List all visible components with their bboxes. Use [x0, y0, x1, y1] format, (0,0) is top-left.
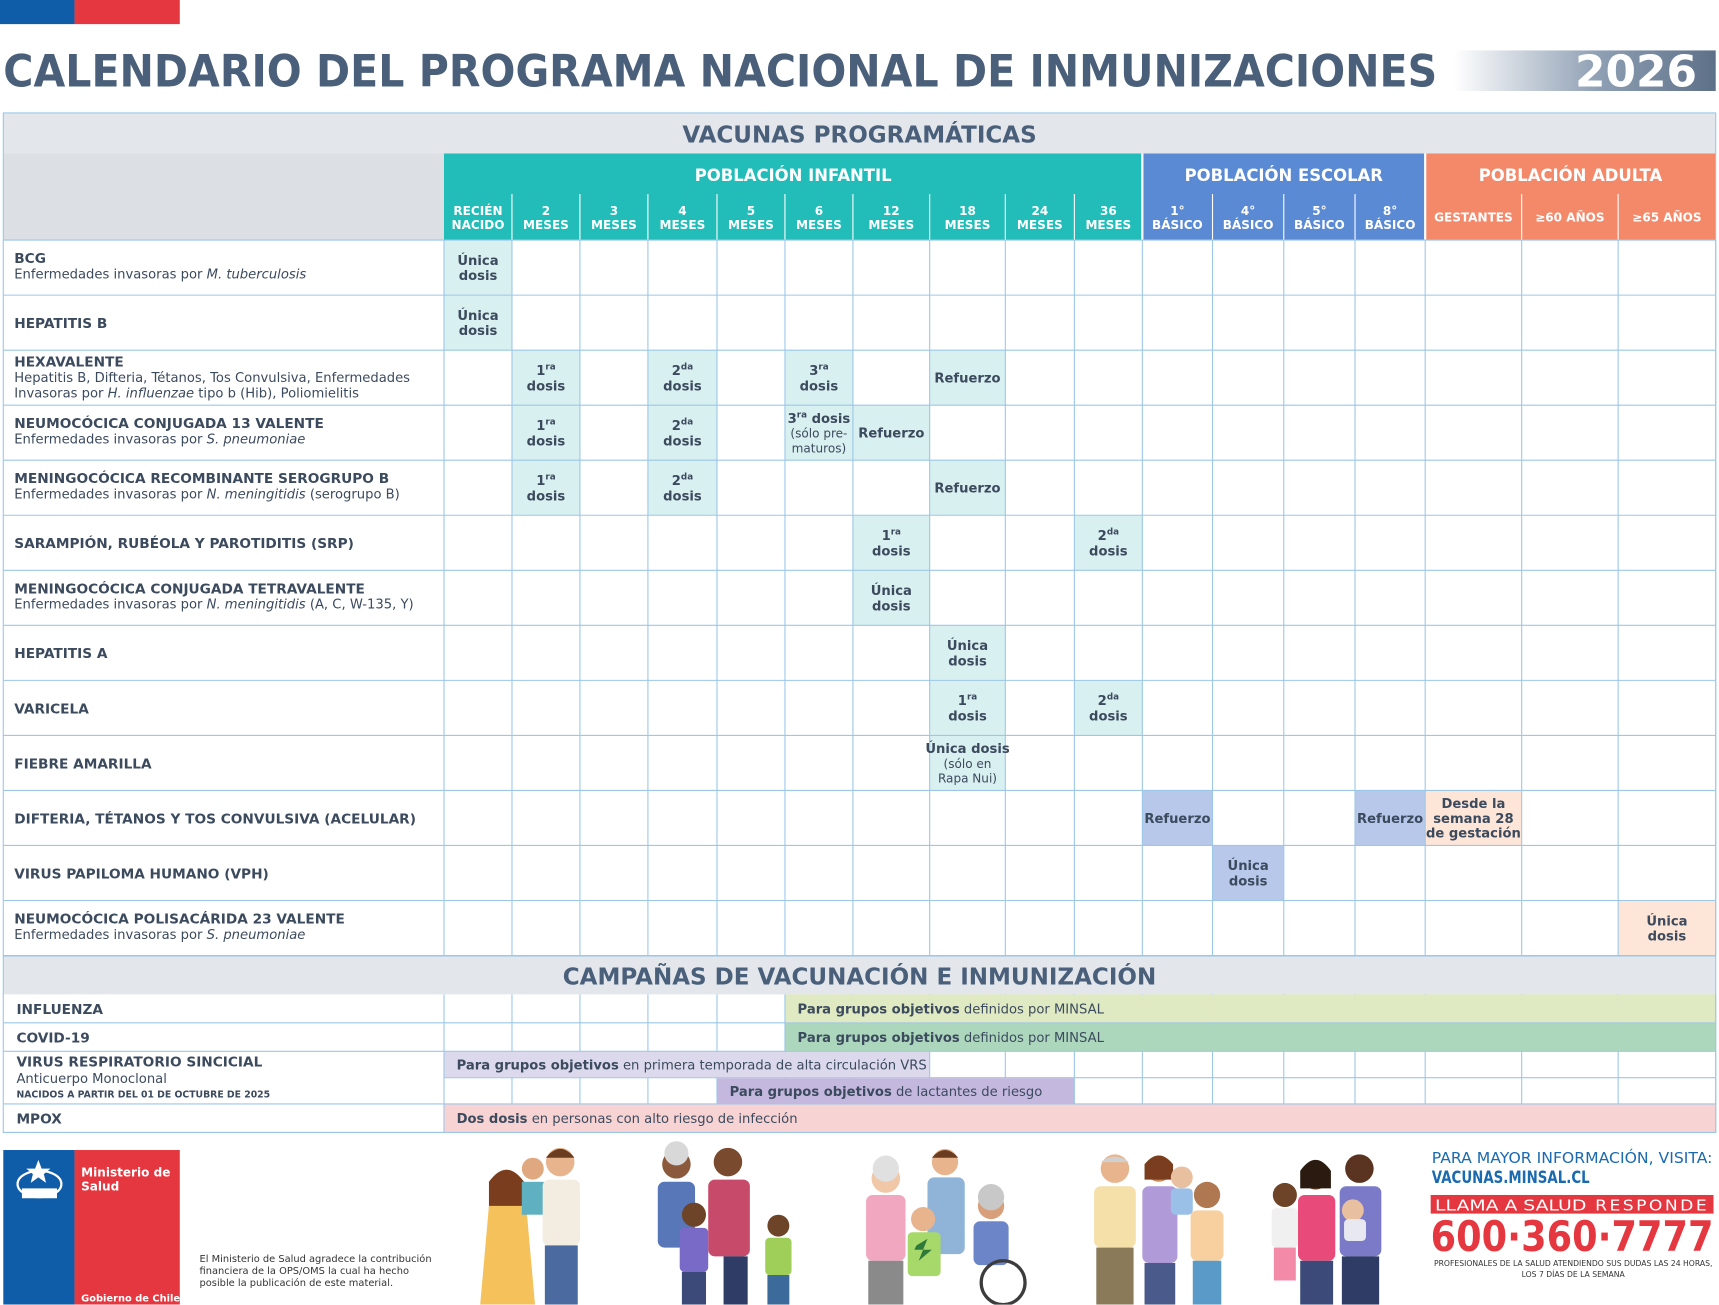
dose-label: dosis: [526, 434, 566, 450]
dose-label: dosis: [458, 269, 498, 285]
column-header-15: [1535, 209, 1604, 224]
dose-label: Rapa Nui): [937, 771, 998, 786]
dose-cell: [648, 460, 717, 515]
campaign-bar-bold: Dos dosis: [456, 1112, 528, 1128]
dose-ordinal-sup: ra: [545, 362, 556, 373]
dose-label: dosis: [1089, 709, 1128, 725]
description-segment: Enfermedades invasoras por: [14, 432, 207, 448]
family-group-1: [480, 1148, 580, 1305]
dose-label: Única: [457, 308, 499, 324]
column-label: ≥65 AÑOS: [1632, 210, 1702, 225]
dose-ordinal-sup: da: [1106, 527, 1120, 538]
column-label: NACIDO: [451, 218, 505, 233]
vaccine-description: [14, 371, 410, 386]
column-label: MESES: [1016, 218, 1063, 233]
dose-cell: [512, 460, 580, 515]
column-label: 4°: [1240, 203, 1256, 218]
dose-cell: [785, 350, 853, 405]
schedule-table: [3, 113, 1715, 956]
dose-label: Refuerzo: [934, 371, 1001, 387]
vaccine-description: [14, 928, 305, 943]
column-header-0: [451, 203, 504, 232]
dose-ordinal-sup: ra: [545, 417, 556, 428]
flag-red: [75, 0, 180, 24]
vaccine-name: HEXAVALENTE: [14, 354, 124, 371]
dose-ordinal: 3: [809, 363, 819, 379]
campaign-bar-label: [457, 1058, 927, 1073]
vaccine-description: [14, 386, 359, 401]
campaign-sub: Anticuerpo Monoclonal: [16, 1072, 167, 1088]
description-segment: Hepatitis B, Difteria, Tétanos, Tos Convulsiva, Enfermedades: [14, 370, 411, 386]
vaccine-description: [14, 267, 306, 282]
column-label: MESES: [523, 218, 569, 233]
dose-ordinal-sup: da: [680, 472, 694, 483]
flag-blue: [0, 0, 75, 24]
dose-label: Desde la: [1441, 797, 1506, 813]
people-illustration: [480, 1141, 1381, 1304]
vaccine-name: HEPATITIS A: [14, 646, 108, 663]
campaign-bar-rest: definidos por MINSAL: [959, 1002, 1104, 1018]
campaign-bar-rest: definidos por MINSAL: [959, 1031, 1104, 1047]
vaccine-row: [14, 528, 1128, 560]
column-label: 1°: [1170, 203, 1185, 218]
description-segment: M. tuberculosis: [206, 267, 307, 283]
thanks-line-2: financiera de la OPS/OMS la cual ha hecho: [199, 1265, 409, 1277]
info-url[interactable]: VACUNAS.MINSAL.CL: [1431, 1167, 1591, 1187]
vaccine-name: VIRUS PAPILOMA HUMANO (VPH): [14, 866, 269, 883]
description-segment: S. pneumoniae: [206, 432, 306, 448]
dose-ordinal-sup: da: [1106, 692, 1120, 703]
campaign-bar-label: [730, 1085, 1043, 1100]
column-label: GESTANTES: [1434, 210, 1513, 225]
dose-label: Única: [1646, 914, 1688, 930]
column-label: MESES: [591, 218, 637, 233]
description-segment: S. pneumoniae: [206, 927, 306, 943]
campaign-bar-bold: Para grupos objetivos: [456, 1058, 619, 1074]
dose-cell: [648, 405, 717, 460]
dose-label: dosis: [526, 489, 566, 505]
dose-cell: [853, 515, 930, 570]
dose-label: Única: [457, 253, 499, 269]
dose-ordinal: 1: [957, 694, 967, 710]
dose-ordinal-sup: ra: [545, 472, 556, 483]
dose-ordinal: 2: [671, 363, 681, 379]
call-label-bold: LLAMA A SALUD: [1435, 1196, 1587, 1215]
column-label: BÁSICO: [1222, 218, 1274, 233]
dose-label: (sólo en: [943, 756, 992, 771]
column-label: 2: [541, 203, 551, 218]
column-label: MESES: [659, 218, 706, 233]
dose-label: de gestación: [1425, 826, 1521, 842]
vaccine-row: [14, 910, 1687, 945]
dose-label: dosis: [871, 599, 911, 615]
dose-label: dosis: [799, 379, 839, 395]
column-label: RECIÉN: [453, 203, 503, 218]
column-label: MESES: [944, 218, 991, 233]
dose-ordinal: 3: [787, 411, 797, 427]
section-title-programaticas: VACUNAS PROGRAMÁTICAS: [682, 122, 1037, 149]
vaccine-name: MENINGOCÓCICA CONJUGADA TETRAVALENTE: [14, 581, 365, 598]
vaccine-description: [14, 598, 413, 613]
vaccine-name: VARICELA: [14, 701, 89, 718]
description-segment: Enfermedades invasoras por: [14, 267, 207, 283]
section-title-campanas: CAMPAÑAS DE VACUNACIÓN E INMUNIZACIÓN: [562, 964, 1157, 991]
header-corner: [3, 153, 444, 240]
campaign-bar-rest: de lactantes de riesgo: [891, 1084, 1043, 1100]
description-segment: N. meningitidis: [206, 597, 306, 613]
family-group-5: [1272, 1154, 1382, 1304]
dose-label: Refuerzo: [934, 481, 1001, 497]
vaccine-name: NEUMOCÓCICA CONJUGADA 13 VALENTE: [14, 416, 324, 433]
dose-label: dosis: [663, 489, 702, 505]
dose-ordinal-sup: ra: [890, 527, 901, 538]
dose-label: dosis: [663, 379, 702, 395]
dose-label: dosis: [1228, 874, 1268, 890]
vaccine-name: FIEBRE AMARILLA: [14, 756, 152, 773]
dose-label: dosis: [871, 544, 911, 560]
column-label: 12: [882, 203, 900, 218]
description-segment: Invasoras por: [14, 386, 108, 402]
dose-label: Única: [946, 639, 989, 655]
column-header-16: [1632, 209, 1701, 224]
group-label-0: POBLACIÓN INFANTIL: [694, 165, 892, 185]
dose-ordinal-sup: ra: [796, 410, 808, 421]
dose-ordinal: 2: [1097, 529, 1107, 545]
vaccine-description: [14, 488, 400, 503]
column-label: MESES: [868, 218, 915, 233]
column-label: 4: [678, 203, 687, 218]
vaccine-name: HEPATITIS B: [14, 316, 108, 333]
dose-ordinal: 1: [881, 529, 891, 545]
vaccine-row: [14, 308, 498, 339]
dose-label: dosis: [458, 324, 498, 340]
dose-label: dosis: [663, 434, 702, 450]
column-label: ≥60 AÑOS: [1535, 210, 1605, 225]
dose-label: Refuerzo: [858, 426, 925, 442]
family-group-2: [658, 1141, 792, 1304]
vaccine-row: [14, 858, 1268, 889]
vaccine-row: [14, 797, 1521, 842]
vaccine-row: [14, 638, 988, 669]
dose-label: dosis: [948, 709, 987, 725]
dose-label: Única: [870, 584, 912, 600]
campaign-bar-rest: en personas con alto riesgo de infección: [527, 1112, 798, 1128]
family-group-3: [866, 1149, 1025, 1305]
column-label: 5°: [1312, 203, 1327, 218]
campaign-bar-label: [798, 1003, 1105, 1018]
dose-label: Refuerzo: [1144, 811, 1211, 827]
dose-cell: [1074, 680, 1142, 735]
vaccine-name: BCG: [14, 251, 46, 268]
dose-label: dosis: [1647, 929, 1687, 945]
dose-ordinal: 1: [536, 363, 546, 379]
campaign-name: INFLUENZA: [16, 1002, 104, 1019]
description-segment: Enfermedades invasoras por: [14, 597, 207, 613]
description-segment: H. influenzae: [107, 386, 195, 402]
column-label: 24: [1031, 203, 1049, 218]
campaign-name: COVID-19: [16, 1030, 90, 1047]
dose-cell: [512, 350, 580, 405]
dose-label: Única: [1227, 859, 1269, 875]
gov-label: Gobierno de Chile: [81, 1293, 181, 1305]
dose-ordinal: 1: [536, 474, 546, 490]
column-label: 18: [959, 203, 976, 218]
dose-label: Refuerzo: [1357, 811, 1424, 827]
vaccine-row: [14, 251, 498, 284]
column-label: MESES: [796, 218, 842, 233]
dose-ordinal: 2: [1097, 694, 1107, 710]
description-segment: Enfermedades invasoras por: [14, 487, 207, 503]
campaign-name: VIRUS RESPIRATORIO SINCICIAL: [16, 1054, 263, 1071]
description-segment: Enfermedades invasoras por: [14, 927, 207, 943]
vaccine-name: DIFTERIA, TÉTANOS Y TOS CONVULSIVA (ACELULAR): [14, 811, 416, 828]
column-label: 36: [1099, 203, 1117, 218]
column-label: 5: [746, 203, 756, 218]
campaign-bar-bold: Para grupos objetivos: [729, 1084, 892, 1100]
campaign-bar-label: [457, 1112, 798, 1127]
column-label: BÁSICO: [1364, 218, 1416, 233]
dose-label: maturos): [791, 441, 847, 456]
description-segment: N. meningitidis: [206, 487, 306, 503]
description-segment: tipo b (Hib), Poliomielitis: [194, 386, 359, 402]
campaign-name: MPOX: [16, 1111, 62, 1128]
ministry-name-1: Ministerio de: [81, 1165, 171, 1180]
info-label: PARA MAYOR INFORMACIÓN, VISITA:: [1431, 1149, 1707, 1168]
thanks-line-1: El Ministerio de Salud agradece la contribución: [199, 1253, 432, 1265]
dose-ordinal-sup: ra: [966, 692, 978, 703]
group-label-2: POBLACIÓN ADULTA: [1478, 165, 1663, 185]
dose-label: dosis: [948, 654, 987, 670]
column-label: 8°: [1382, 203, 1398, 218]
phone-note-2: LOS 7 DÍAS DE LA SEMANA: [1521, 1270, 1625, 1280]
dose-label: semana 28: [1433, 811, 1514, 827]
campaign-bar-rest: en primera temporada de alta circulación VRS: [618, 1058, 927, 1074]
thanks-line-3: posible la publicación de este material.: [199, 1277, 394, 1289]
column-label: BÁSICO: [1152, 218, 1203, 233]
campaign-bar-bold: Para grupos objetivos: [797, 1031, 960, 1047]
campaign-bar-label: [798, 1031, 1105, 1046]
phone-number[interactable]: 600·360·7777: [1430, 1211, 1714, 1261]
dose-ordinal-sup: da: [680, 362, 694, 373]
campaign-sub2: NACIDOS A PARTIR DEL 01 DE OCTUBRE DE 2025: [16, 1089, 271, 1101]
vaccine-name: NEUMOCÓCICA POLISACÁRIDA 23 VALENTE: [14, 911, 345, 928]
dose-cell: [1074, 515, 1142, 570]
ministry-logo: [3, 1150, 180, 1305]
vaccine-name: SARAMPIÓN, RUBÉOLA Y PAROTIDITIS (SRP): [14, 536, 354, 553]
campaigns-table: [3, 956, 1715, 1133]
phone-note-1: PROFESIONALES DE LA SALUD ATENDIENDO SUS DUDAS LAS 24 HORAS,: [1433, 1259, 1713, 1269]
vaccine-description: [14, 433, 305, 448]
column-label: MESES: [728, 218, 774, 233]
dose-ordinal-sup: ra: [818, 362, 829, 373]
dose-ordinal-sup: da: [680, 417, 694, 428]
vaccine-row: [14, 579, 912, 614]
column-label: 3: [609, 203, 619, 218]
page-title: CALENDARIO DEL PROGRAMA NACIONAL DE INMUNIZACIONES: [3, 44, 1438, 98]
vaccine-name: MENINGOCÓCICA RECOMBINANTE SEROGRUPO B: [14, 471, 390, 488]
year-label: 2026: [1575, 46, 1698, 98]
description-segment: (serogrupo B): [305, 487, 400, 503]
dose-cell: [648, 350, 717, 405]
dose-cell: [930, 680, 1006, 735]
column-label: 6: [814, 203, 824, 218]
dose-label: Única dosis: [925, 742, 1010, 758]
dose-ordinal: 1: [536, 418, 546, 434]
call-label-rest: RESPONDE: [1595, 1196, 1710, 1215]
ministry-name-2: Salud: [81, 1179, 120, 1194]
column-header-14: [1434, 210, 1513, 224]
dose-cell: [512, 405, 580, 460]
dose-label: (sólo pre-: [790, 426, 848, 441]
column-label: BÁSICO: [1294, 218, 1345, 233]
dose-ordinal: 2: [671, 418, 681, 434]
description-segment: (A, C, W-135, Y): [305, 597, 414, 613]
group-label-1: POBLACIÓN ESCOLAR: [1184, 165, 1383, 185]
dose-label: dosis: [526, 379, 566, 395]
column-label: MESES: [1085, 218, 1132, 233]
dose-label: dosis: [1089, 544, 1128, 560]
vaccine-row: [14, 693, 1128, 725]
campaign-bar-bold: Para grupos objetivos: [797, 1002, 960, 1018]
dose-ordinal: 2: [671, 474, 681, 490]
dose-ordinal-rest: dosis: [807, 411, 851, 427]
family-group-4: [1094, 1154, 1223, 1304]
